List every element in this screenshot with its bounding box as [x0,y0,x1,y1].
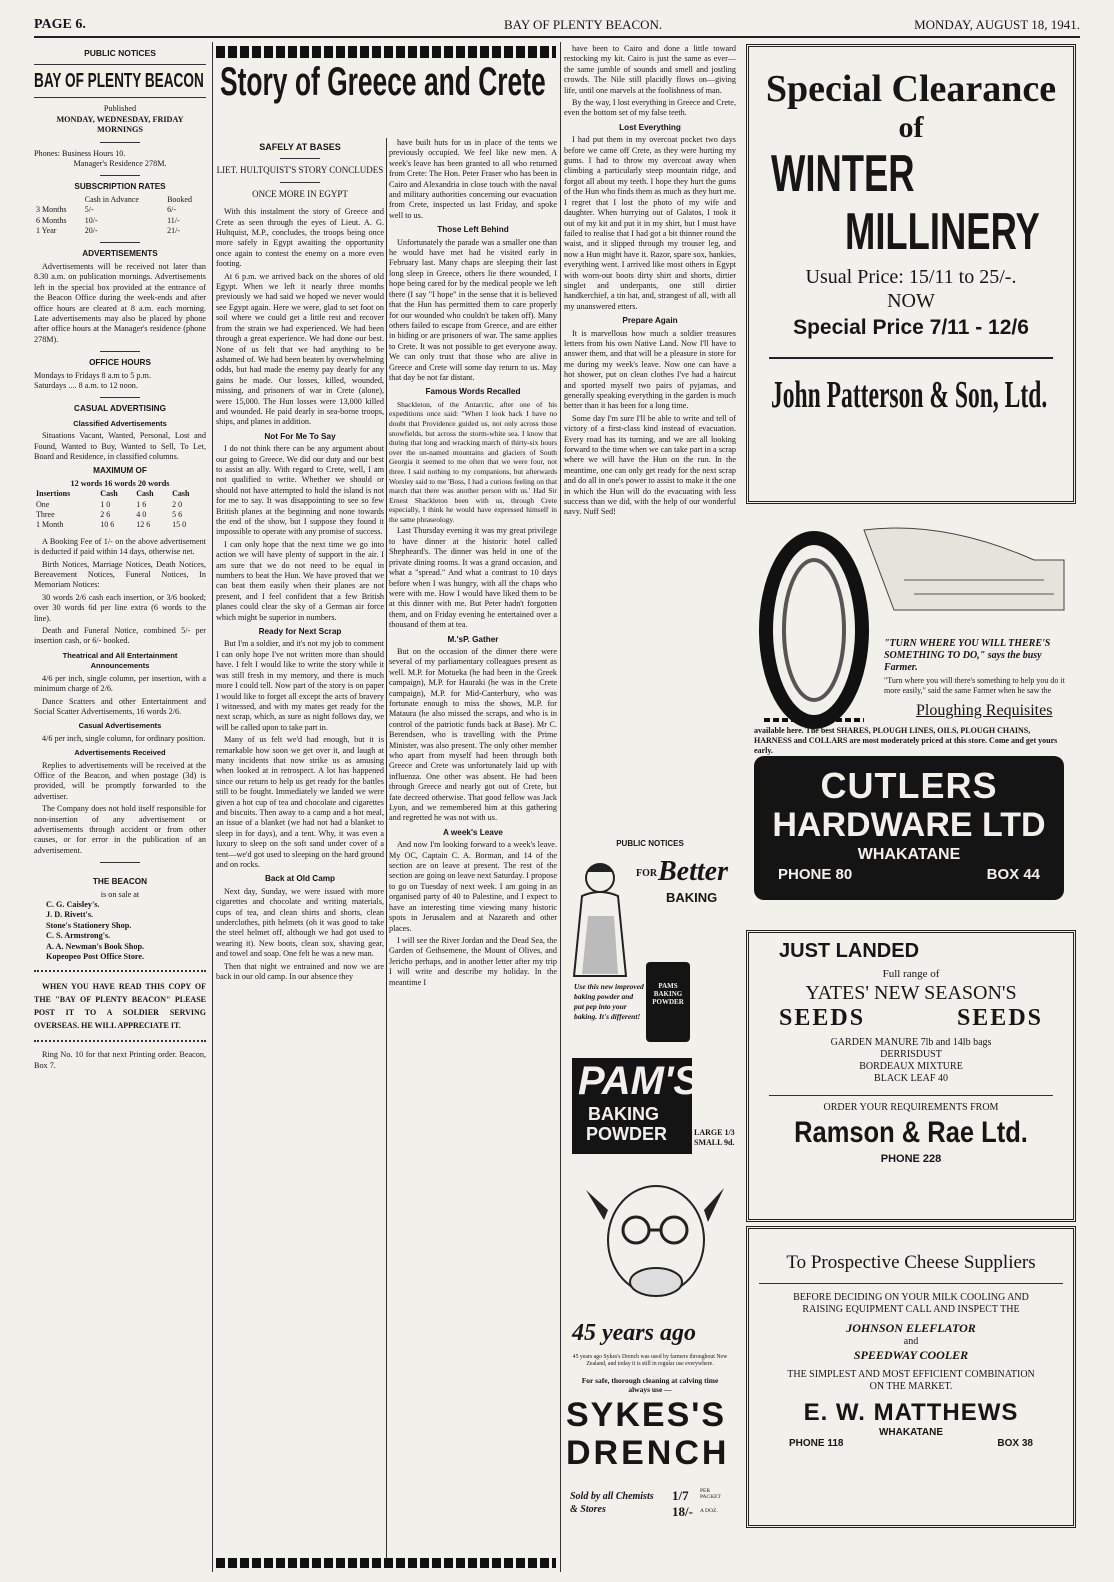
paragraph: I do not think there can be any argument about our going to Greece. We did our duty and our best to assist an ally. With regard to Crete, well, I am not qualified to write. Whether we should or should not have attempted to hold the island is not for me to say. It was disappointing to see so few British planes at the beginning and none towards the end of the show, but I suppose they found it impossible to operate with any promise of success. [216,444,384,537]
divider [280,182,320,183]
paragraph: have built huts for us in place of the tents we previously occupied. We feel like new men. A week's leave has been granted to all who returned from Crete: The Hon. Peter Fraser who has been in Cairo and Alexandria in close touch with the naval and military authorities concerning our evacuation from Crete, inspected us last Friday, and spoke well to us. [389,138,557,220]
paragraph: I can only hope that the next time we go into action we will have plenty of support in the air. I am sure that we do not need to be equal in numbers to beat the Hun. We have proved that we can beat them easily when their planes are not present, and I feel confident that a few British planes could clear the sky of a German air force which might be superior in numbers. [216,539,384,622]
table-cell: 4 0 [136,510,147,519]
outlet-item: C. G. Caisley's. [46,900,100,909]
casual-ads-heading: Casual Advertisements [78,721,162,731]
booking-fee-text: A Booking Fee of 1/- on the above advertisement is deducted if paid within 14 days, otherwise net. [34,536,206,557]
matthews-and: and [903,1336,919,1347]
birth-notices-text: Birth Notices, Marriage Notices, Death Notices, Bereavement Notices, Funeral Notices, In Memoriam Notices: [34,559,206,590]
publication-days: MONDAY, WEDNESDAY, FRIDAY MORNINGS [56,114,184,135]
pams-brand: PAM'S [578,1059,701,1103]
subheading: Not For Me To Say [264,431,336,441]
sub-col-cash: Cash in Advance [84,194,139,204]
office-hours-heading: OFFICE HOURS [89,358,151,368]
millinery-line-3: WINTER [771,145,915,203]
word-columns: 12 words 16 words 20 words [70,478,170,488]
pams-large-price: LARGE 1/3 [694,1128,735,1137]
table-cell: 20/- [84,226,98,236]
story-title-block [216,46,556,106]
table-row [34,489,206,499]
beacon-heading: THE BEACON [92,877,148,887]
pams-small-price: SMALL 9d. [694,1138,735,1147]
millinery-line-4: MILLINERY [845,203,1040,261]
table-cell: Cash [100,489,118,499]
paragraph: And now I'm looking forward to a week's leave. My OC, Captain C. A. Borman, and 14 of the section are on leave at present. The rest of the section are going on leave next Saturday. I propose to go on Tuesday of next week. I am going in an organised party of 40 to Palestine, and I expect to have an interesting time viewing many historic spots in Jerusalem and at Nazareth and other places. [389,840,557,933]
column-rule [212,42,213,1572]
ramson-seeds-2: SEEDS [956,1005,1043,1031]
on-sale-label: is on sale at [100,889,140,899]
table-cell: 5 6 [172,510,183,519]
millinery-advert [746,44,1076,504]
table-row [34,226,206,236]
soldier-appeal: WHEN YOU HAVE READ THIS COPY OF THE "BAY OF PLENTY BEACON" PLEASE POST IT TO A SOLDIER SERVING OVERSEAS. HE WILL APPRECIATE IT. [34,982,206,1031]
sykes-small-text: 45 years ago Sykes's Drench was used by farmers throughout New Zealand, and today it is still in regular use everywhere. [572,1354,728,1367]
sykes-price-1: 1/7 [672,1488,689,1503]
deck-3: ONCE MORE IN EGYPT [252,188,348,199]
paragraph: I had put them in my overcoat pocket two days before we came off Crete, as they were hurting my gums. I had to throw my overcoat away when climbing a particularly steep mountain ridge, and forgot all about my teeth. I hope they hurt the gums of the Hun who finds them as much as they hurt me. I regret that I lost the photo of my wife and daughter. When hurrying out of Galatos, I took it out of my kit and put it in my shirt, but I must have failed to realise that I had got a bit thinner round the waist, and it slipped through my trouser leg, and now a Hun might have it. Razor, spare sox, hankies, everything went. I arrived like most others in Egypt with worn-out boots dirty shirt and shorts, dirtier singlet and underpants, one still dirtier handkerchief, a tin hat, and, strangest of all, with all my unanswered etters. [564,135,736,311]
subscription-heading: SUBSCRIPTION RATES [74,182,166,192]
subheading: Back at Old Camp [264,874,336,884]
advertisements-text: Advertisements will be received not later than 8.30 a.m. on publication mornings. Advertisements left in the special box provided at the entrance of the Beacon Office during the week-ends and after office hours are cleared at 8 a.m. each morning. Late advertisements may also be placed by phone after office hours at the Manager's residence (phone 278M). [34,261,206,344]
outlet-item: C. S. Armstrong's. [46,931,111,941]
masthead: BAY OF PLENTY BEACON [34,70,204,93]
sub-col-booked: Booked [167,194,192,204]
sykes-sold: Sold by all Chemists & Stores [570,1491,654,1515]
cow-illustration [576,1170,726,1320]
matthews-text-2: THE SIMPLEST AND MOST EFFICIENT COMBINATION ON THE MARKET. [787,1369,1035,1392]
outlet-item: J. D. Rivett's. [46,910,94,920]
page-header [34,14,1080,38]
table-cell: 1 Month [36,520,64,530]
word-rate-text: 30 words 2/6 cash each insertion, or 3/6 booked; over 30 words 6d per line extra (6 words to the line). [34,592,206,623]
table-cell: 2 0 [172,499,183,509]
published-label: Published [103,104,137,114]
cutlers-available: available here. The best SHARES, PLOUGH LINES, OILS, PLOUGH CHAINS, HARNESS and COLLARS are most moderately priced at this store. Come and get yours early. [754,726,1058,755]
cutlers-quote-2: "Turn where you will there's something to help you do it more easily," said the same Farmer when he saw the [884,676,1065,695]
paragraph: have been to Cairo and done a little toward restocking my kit. Cairo is just the same as ever—the same jumble of sounds and smell and jostling crowds. The Nile still placidly flows on—giving life, until one marvels at the foolishness of man. [564,44,736,95]
divider [100,142,140,143]
dance-text: Dance Scatters and other Entertainment and Social Scatter Advertisements, 16 words 2/6. [34,696,206,716]
theatrical-heading: Theatrical and All Entertainment Announcements [62,650,178,671]
divider [100,351,140,352]
table-cell: 6/- [167,205,176,215]
column-rule [386,138,387,1558]
paragraph: By the way, I lost everything in Greece and Crete, even the bottom set of my false teeth. [564,98,736,118]
classified-heading: Classified Advertisements [73,418,167,428]
sykes-brand: SYKES'S [566,1396,727,1434]
matthews-text-1: BEFORE DECIDING ON YOUR MILK COOLING AND RAISING EQUIPMENT CALL AND INSPECT THE [793,1292,1029,1315]
divider [100,397,140,398]
divider [100,242,140,243]
article-column-2 [389,138,557,1558]
table-cell: 10 6 [100,520,115,530]
table-cell: Cash [172,489,190,499]
sykes-price-2-unit: A DOZ. [700,1508,718,1514]
divider [100,175,140,176]
sykes-years: 45 years ago [572,1320,696,1346]
table-cell: 1 Year [36,226,57,236]
paragraph: Next day, Sunday, we were issued with more cigarettes and chocolate and writing materials, cups of tea, and clean shirts and shorts, clean underclothes, pith helmets (oh it was good to take the steel helmet off, although we had got used to wearing it). New boots, clean sox, shaving gear, and towel and soap. One felt he was a new man. [216,886,384,959]
received-heading: Advertisements Received [74,748,166,758]
sykes-product: DRENCH [566,1434,730,1472]
millinery-usual-price: Usual Price: 15/11 to 25/-. [805,266,1017,288]
funeral-text: Death and Funeral Notice, combined 5/- per insertion cash, or 6/- booked. [34,626,206,646]
story-title: Story of Greece and Crete [220,60,546,104]
paragraph: Many of us felt we'd had enough, but it is remarkable how soon we get over it, and laugh at many incidents that now strike us as amusing when looked at in retrospect. A lot has happened since our return to help us get ready for the battles still to be fought. Immediately we landed we were given a hot cup of tea and chocolate and cigarettes and biscuits. Then away to a camp and a hot meal, an issue of a blanket (we had not had a blanket to sleep in for days), and a tent. Why, it was even a luxury to sleep on the soft sand under cover of a tent—we'd got used to sleeping on the hard ground and on rocks. [216,735,384,869]
pams-prices [694,1128,735,1148]
matthews-advert [746,1226,1076,1528]
matthews-johnson: JOHNSON ELEFLATOR [846,1321,976,1335]
ramson-phone: PHONE 228 [880,1153,942,1165]
received-text: Replies to advertisements will be received at the Office of the Beacon, and when postage (3d) is provided, will be promptly forwarded to the advertiser. [34,760,206,801]
table-cell: 12 6 [136,520,151,530]
notices-heading-2: PUBLIC NOTICES [616,839,684,848]
classified-text: Situations Vacant, Wanted, Personal, Lost and Found, Wanted to Buy, Wanted to Sell, To Let, Board and Residence, in classified columns. [34,431,206,461]
cutlers-box: BOX 44 [986,866,1040,883]
outlet-item: A. A. Newman's Book Shop. [46,941,145,951]
paragraph: But on the occasion of the dinner there were several of my parliamentary colleagues present as well. M.P. for Motueka (he had been in the Greek campaign), M.P. for Hauraki (he was in the Crete campaign), M.P. for Mid-Canterbury, who was fortunate enough to miss the shows, M.P. for Mataura (he also missed the scraps, and who is in control of the patriotic funds back at Base). Mr C. Berendsen, who is travelling with the Prime Minister, was also present. The only other member who apart from myself had been through both Greece and Crete was unfortunately laid up with influenza. One other was absent. He had been through Greece and nearly got out of Crete, but fate decreed otherwise. That good fellow was Jack Lyon, and we remembered him at this gathering and regretted he was not with us. [389,646,557,823]
paragraph: With this instalment the story of Greece and Crete as seen through the eyes of Lieut. A. G. Hultquist, M.P., concludes, the troops being once more safely in Egypt awaiting the opportunity once again to contest the enemy on a more even footing. [216,207,384,269]
subheading: Ready for Next Scrap [258,627,342,637]
public-notices-column [34,44,206,1574]
pams-product-1: BAKING [588,1104,659,1124]
millinery-line-1: Special Clearance [765,68,1057,110]
matthews-name: E. W. MATTHEWS [803,1399,1019,1426]
millinery-special-price: Special Price 7/11 - 12/6 [793,316,1029,339]
page-number: PAGE 6. [34,17,86,32]
ramson-landed: JUST LANDED [779,940,920,962]
pams-copy: Use this new improved baking powder and put pep into your baking. It's different! [574,982,644,1021]
table-cell: 6 Months [36,215,67,225]
ramson-yates: YATES' NEW SEASON'S [805,982,1017,1004]
cutlers-phone: PHONE 80 [778,866,853,883]
deck-2: LIET. HULTQUIST'S STORY CONCLUDES [216,165,384,176]
paragraph: I will see the River Jordan and the Dead Sea, the Garden of Gethsemene, the Mount of Olives, and Jericho perhaps, and in another letter after my trip I will write and describe my holiday. In the meantime I [389,935,557,987]
table-cell: 10/- [84,215,98,225]
ramson-item: DERRISDUST [880,1049,942,1060]
table-cell: 1 6 [136,499,147,509]
table-cell: 3 Months [36,205,67,215]
printing-notice: Ring No. 10 for that next Printing order. Beacon, Box 7. [34,1050,206,1070]
matthews-heading: To Prospective Cheese Suppliers [786,1252,1036,1273]
ramson-order: ORDER YOUR REQUIREMENTS FROM [823,1102,999,1113]
pams-for: FOR [636,868,658,879]
masthead-box [34,64,206,98]
woman-illustration [568,856,638,986]
table-row [34,500,206,510]
table-cell: Three [36,510,55,519]
cutlers-logo-block [754,756,1064,900]
pams-logo-block [572,1058,701,1154]
subheading: A week's Leave [443,827,503,837]
decorative-band [216,46,556,58]
deck-1: SAFELY AT BASES [259,142,341,152]
ramson-range: Full range of [882,968,940,980]
table-cell: One [36,499,50,509]
cutlers-name-1: CUTLERS [820,765,998,806]
table-row [34,216,206,226]
subheading: Those Left Behind [437,225,509,235]
sykes-price-1-unit: PER PACKET [700,1488,721,1500]
cutlers-town: WHAKATANE [857,846,961,863]
millinery-shop: John Patterson & Son, Ltd. [771,374,1048,416]
ramson-advert [746,930,1076,1222]
divider [280,158,320,159]
paragraph: It is marvellous how much a soldier treasures letters from his own Native Land. Now I'll have to answer them, and that will be a pleasure in store for me during my week's leave. Now one can have a hot shower, put on clean clothes I've had a haircut and sported myself two pairs of pyjamas, and generally speaking everything in the garden is much better than it has been for a long time. [564,328,736,411]
ramson-item: BLACK LEAF 40 [874,1073,948,1084]
pams-better: Better [658,856,728,887]
liability-text: The Company does not hold itself responsible for non-insertion of any advertisement or advertisements through accident or from other causes, or for error in the publication of an advertisement. [34,804,206,855]
cutlers-ploughing: Ploughing Requisites [916,702,1053,719]
matthews-speedway: SPEEDWAY COOLER [853,1348,969,1362]
table-cell: 5/- [84,205,94,215]
paragraph: Some day I'm sure I'll be able to write and tell of victory of a first-class kind instead of evacuation. Every road has its turning, and we are all looking forward to the time when we can take part in a scrap where we will have the Hun on the run. In the meantime, one can only get ready for the next scrap and do all in one's power to assist to make it the one in which the Hun will do the evacuating with less success than we did, with the help of our wonderful navy. Nuff Sed! [564,413,736,517]
table-cell: Cash [136,489,154,499]
table-cell: 21/- [167,226,180,236]
matthews-town: WHAKATANE [878,1427,944,1438]
phones-line: Phones: Business Hours 10. [34,148,126,158]
article-column-1 [216,138,384,1558]
sykes-price-2: 18/- [672,1504,693,1519]
sykes-advert [566,1170,734,1566]
article-column-3 [564,44,736,834]
matthews-box: BOX 38 [997,1438,1033,1449]
paper-title: BAY OF PLENTY BEACON. [504,17,663,32]
notices-heading: PUBLIC NOTICES [84,48,156,58]
table-row [34,205,206,215]
office-hours-weekdays: Mondays to Fridays 8 a.m to 5 p.m. [34,370,151,380]
column-rule [560,42,561,1572]
ramson-seeds-1: SEEDS [779,1005,866,1031]
ramson-name: Ramson & Rae Ltd. [794,1116,1028,1149]
millinery-now: NOW [887,290,935,312]
subheading: Prepare Again [622,316,678,326]
rates-table [34,489,206,531]
divider [100,862,140,863]
outlet-item: Stone's Stationery Shop. [46,920,132,930]
table-cell: 11/- [167,215,180,225]
pams-tin: PAMS BAKING POWDER [646,962,690,1042]
table-cell: Insertions [36,489,71,499]
paragraph: Then that night we entrained and now we are back in our old camp. In our absence they [216,961,384,982]
issue-date: MONDAY, AUGUST 18, 1941. [914,17,1080,32]
paragraph: Unfortunately the parade was a smaller one than he would have met had he visited early in February last. Many chaps are sleeping their last long sleep in Greece, others lie there wounded, I hope being cared for by the medical people we left there (I say "I hope" in the sense that it is believed that the Hun has permitted them to care properly for our wounded who couldn't be taken off). Many others failed to escape from Greece, and are either in hiding or are prisoners of war. The same applies to Crete. It was not possible to get everyone away. We can only trust that those who are alive in Greece and Crete will some day return to us. May that day be not far distant. [389,237,557,382]
outlet-item: Kopeopeo Post Office Store. [46,952,145,962]
table-row [34,510,206,520]
advertisements-heading: ADVERTISEMENTS [82,249,158,259]
cutlers-name-2: HARDWARE LTD [772,806,1046,844]
cutlers-advert [744,520,1074,920]
subheading: Famous Words Recalled [425,387,521,397]
ramson-item: BORDEAUX MIXTURE [859,1061,963,1072]
office-hours-saturday: Saturdays .... 8 a.m. to 12 noon. [34,380,138,390]
paragraph: Last Thursday evening it was my great privilege to have dinner at the historic hotel called Shepheard's. The dinner was held in one of the private dining rooms. It was a grand occasion, and what a "spread." And what a contrast to 10 days before when I was hungry, with all the chaps who were with me. How I would have liked them to be at this dinner with me. But Peter hadn't forgotten them, and on Friday evening he entertained over a thousand of them at tea. [389,526,557,630]
manager-line: Manager's Residence 278M. [73,159,167,169]
table-row [34,520,206,530]
cutlers-quote-1: "TURN WHERE YOU WILL THERE'S SOMETHING TO DO," says the busy Farmer. [884,638,1051,673]
casual-heading: CASUAL ADVERTISING [74,404,166,414]
pams-baking: BAKING [666,890,718,905]
subscription-table [34,195,206,237]
table-cell: 1 0 [100,499,111,509]
maximum-heading: MAXIMUM OF [93,466,147,476]
pams-product-2: POWDER [586,1124,667,1144]
paragraph: But I'm a soldier, and it's not my job to comment I can only hope I've not written more than should have. I felt I would like to write the story while it was still fresh in my memory, and there is much more I could tell. Now part of the story is on paper I would like to forget all except the acts of bravery I witnessed, and with my mates get ready for the next scrap, which, as sure as night follows day, we will be called upon to take part in. [216,639,384,732]
subheading: M.'sP. Gather [447,634,499,644]
millinery-line-2: of [898,111,924,144]
casual-ads-text: 4/6 per inch, single column, for ordinary position. [42,733,206,743]
sykes-calving: For safe, thorough cleaning at calving time always use — [581,1376,719,1394]
matthews-phone: PHONE 118 [789,1438,844,1449]
subheading: Lost Everything [619,122,681,132]
ramson-item: GARDEN MANURE 7lb and 14lb bags [830,1037,992,1048]
paragraph: At 6 p.m. we arrived back on the shores of old Egypt. When we left it nearly three months previously we had said we hoped we never would see Egypt again. Here we were, glad to set foot on soil where we could get a little rest and recover from the strain we had experienced. We had been through a great experience. We had done our best. None of us felt that we had anything to be ashamed of. We had been beaten by overwhelming odds, but had made the enemy pay dearly for any gains he made. Our losses, killed, wounded, missing, and prisoners of war in Crete (alone), were 15,000. The Hun losses were 13,000 killed and wounded. He paid dearly in sea-borne troops, ships, and planes in addition. [216,271,384,427]
table-cell: 15 0 [172,520,187,530]
quotation: Shackleton, of the Antarctic, after one of his expeditions once said: "When I look back I have no doubt that Providence guided us, not only across those snowfields, but across the storm-white sea. I know that during that long and wracking march of thirty-six hours over the un-named mountains and glaciers of South Georgia it seemed to me often that we were four, not three. I said nothing to my companions, but afterwards Worsley said to me 'Boss, I had a curious feeling on that march that there was another person with us.' Had Sir Ernest Shackleton been with us, through Crete especially, I think he would have expressed himself in the same phraseology. [389,399,557,524]
decorative-band [216,1558,556,1568]
table-cell: 2 6 [100,510,111,519]
theatrical-text: 4/6 per inch, single column, per insertion, with a minimum charge of 2/6. [34,673,206,694]
